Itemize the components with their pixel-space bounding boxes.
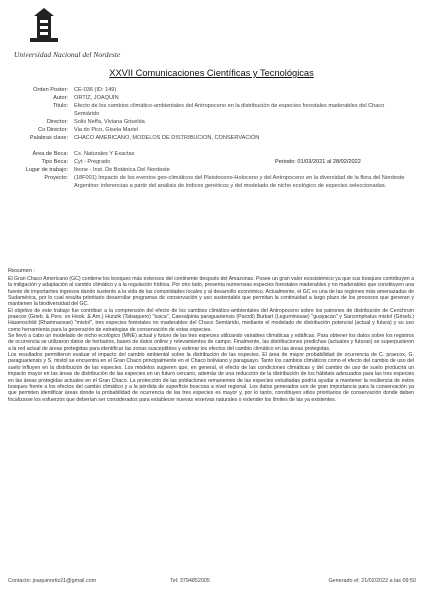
- lugar-value: Ibone - Inst. De Botánica Del Nordeste: [74, 167, 170, 173]
- poster-metadata: [10, 86, 410, 190]
- titulo-label: Titulo:: [52, 103, 68, 109]
- director-label: Director:: [46, 119, 68, 125]
- university-logo: [14, 8, 74, 50]
- tipo-label: Tipo Beca:: [41, 159, 68, 165]
- autor-label: Autor:: [53, 95, 68, 101]
- resumen-body: [8, 276, 414, 403]
- codirector-value: Via do Pico, Gisela Mariel: [74, 127, 138, 133]
- meta-row-lugar: [10, 166, 410, 174]
- proyecto-value: (18F001) Impacto de los eventos geo-climáticos del Pleistoceno-Holoceno y del Antropoceno en la diversidad de la flora del Nordeste Argentino: inferencias a partir del análisis de índices genéticos y del modelado de nicho ecológico de especies seleccionadas.: [74, 175, 405, 189]
- tipo-value: Cyt - Pregrado: [74, 159, 111, 165]
- footer-contact: Contacto: joaquinortiz21@gmail.com: [8, 578, 97, 584]
- palabras-label: Palabras clave:: [29, 135, 68, 141]
- orden-value: CE-036 (ID: 149): [74, 87, 117, 93]
- proyecto-label: Proyecto:: [44, 175, 68, 181]
- meta-row-titulo: [10, 102, 410, 118]
- meta-row-proyecto: [10, 174, 410, 190]
- meta-row-area: [10, 150, 410, 158]
- lugar-label: Lugar de trabajo:: [25, 167, 68, 173]
- university-name: Universidad Nacional del Nordeste: [14, 50, 121, 59]
- page-heading: [0, 68, 423, 78]
- footer-tel: Tel: 3794852005: [170, 578, 210, 584]
- resumen-paragraph: El objetivo de este trabajo fue contribuir a la comprensión del efecto de los cambios climático-ambientales del Antropoceno sobre los patrones de distribución de Cenchrum praecox (Grieb. & Pers. ex Hook. & Arn.) Hunzik (Tabaquero) "tusca", Caesalpinia paraguariensis (Parodi) Burkart (Leguminosae) "guayacán" y Sarcomphalus mistol (Griseb.) Hauenschild (Rhamnaceae) "mistol", tres especies forestales no maderables del Chaco Semiárido, mediante el modelado de distribución potencial (actual y futura) y su uso como herramienta para la generación de estrategias de conservación de estas especies.: [8, 307, 414, 333]
- resumen-paragraph: El Gran Chaco Americano (GC) contiene los bosques más extensos del continente después del Amazonas. Posee un gran valor ecosistémico ya que sus bosques contribuyen a la mitigación y adaptación al cambio climático y a la regulación hídrica. Por otro lado, presenta numerosas especies forestales maderables y no maderables que constituyen una fuente de importantes ingresos dando sustento a la vida de las comunidades locales y al desarrollo económico. Actualmente, el GC es una de las regiones más amenazadas de Sudamérica, por lo cual resulta prioritario desarrollar programas de conservación y uso sustentable que permitan la continuidad a largo plazo de los procesos que generan y mantienen la biodiversidad del GC.: [8, 276, 415, 308]
- area-label: Área de Beca:: [32, 151, 68, 157]
- area-value: Cs. Naturales Y Exactas: [74, 151, 135, 157]
- meta-row-autor: [10, 94, 410, 102]
- meta-row-director: [10, 118, 410, 126]
- resumen-paragraph: Se llevó a cabo un modelado de nicho ecológico (MNE) actual y futuro de las tres especies utilizando variables climáticas y edáficas. Para obtener los datos sobre los registros de ocurrencia se utilizaron datos de herbarios, bases de datos online y relevamientos de campo. Finalmente, las distribuciones predichas (actuales y futuras) se superpusieron a la red actual de áreas protegidas para identificar las zonas susceptibles y estimar los efectos del cambio climático en las áreas protegidas.: [8, 333, 414, 352]
- meta-row-tipo: [10, 158, 410, 166]
- resumen-paragraph: Los resultados permitieron evaluar el impacto del cambio ambiental sobre la distribución de las especies. El área de mayor probabilidad de ocurrencia de C. praecox, G. paraguariensis y S. mistol se encuentra en el Gran Chaco principalmente en el Chaco boliviano y paraguayo. Tanto los cambios climáticos como el efecto del cambio de uso del suelo influyen en la distribución de las especies. Los modelos sugieren que, en general, el efecto de las condiciones climáticas y del cambio de uso de suelo producirá un impacto mayor en las áreas de distribución de las especies en un futuro cercano, además de una reducción de la distribución de los hábitats adecuados para las tres especies en las áreas protegidas actuales en el Gran Chaco. La protección de las poblaciones remanentes de las especies estudiadas podría ayudar a mantener la resiliencia de estos bosques frente a los efectos del cambio climático y a la pérdida de superficie boscosa a nivel regional. Los datos generados son de gran importancia para la conservación ya que permiten identificar áreas donde la probabilidad de ocurrencia de las tres especies es mayor y, por lo tanto, constituyen sitios prioritarios de conservación donde deben focalizarse los esfuerzos que deberían ser considerados para establecer nuevas reservas naturales o extender los límites de las ya existentes.: [8, 352, 414, 403]
- meta-row-orden: [10, 86, 410, 94]
- footer-generated: Generado el: 21/02/2022 a las 09:50: [328, 578, 416, 584]
- palabras-value: CHACO AMERICANO, MODELOS DE DISTRIBUCION, CONSERVACIÓN: [74, 135, 260, 141]
- orden-label: Orden Poster:: [33, 87, 68, 93]
- codirector-label: Co Director:: [38, 127, 68, 133]
- meta-row-codirector: [10, 126, 410, 134]
- director-value: Solis Neffa, Viviana Griselda: [74, 119, 145, 125]
- periodo-value: Periodo: 01/03/2021 al 28/02/2022: [275, 159, 361, 165]
- titulo-value: Efecto de los cambios climático-ambientales del Antropoceno en la distribución de especies forestales maderables del Chaco Semiárido: [74, 103, 385, 117]
- meta-row-palabras: [10, 134, 410, 142]
- resumen-title: Resumen :: [8, 268, 36, 274]
- autor-value: ORTIZ, JOAQUÍN: [74, 95, 119, 101]
- page-heading-text: XXVII Comunicaciones Científicas y Tecnológicas: [109, 68, 314, 78]
